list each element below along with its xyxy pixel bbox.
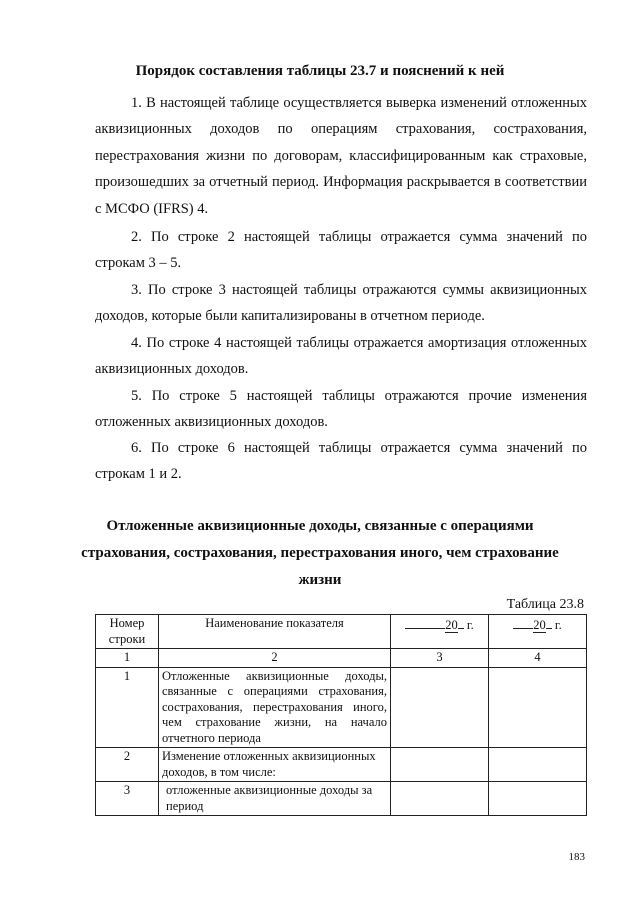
- header-period-1-suffix: г.: [466, 618, 474, 632]
- row-number: 2: [96, 748, 159, 782]
- column-number-1: 1: [96, 649, 159, 668]
- paragraph-3: 3. По строке 3 настоящей таблицы отражаются суммы аквизиционных доходов, которые были капитализированы в отчетном периоде.: [95, 282, 587, 325]
- section-title-line-2: страхования, сострахования, перестрахования иного, чем страхование: [81, 545, 559, 561]
- column-number-2: 2: [159, 649, 391, 668]
- header-row-number-line1: Номер: [109, 616, 145, 630]
- header-period-2: [489, 615, 587, 649]
- header-indicator-name: Наименование показателя: [159, 615, 391, 649]
- table-header-row: [96, 615, 587, 649]
- paragraph-4: 4. По строке 4 настоящей таблицы отражается амортизация отложенных аквизиционных доходов.: [95, 335, 587, 378]
- page-heading: Порядок составления таблицы 23.7 и пояснений к ней: [135, 63, 505, 79]
- table-numbering-row: [96, 649, 587, 668]
- paragraph-6: 6. По строке 6 настоящей таблицы отражается сумма значений по строкам 1 и 2.: [95, 440, 587, 483]
- row-value-period-1: [391, 667, 489, 748]
- section-title-line-3: жизни: [298, 572, 342, 588]
- header-period-1: [391, 615, 489, 649]
- page-number: 183: [568, 851, 585, 863]
- row-value-period-2: [489, 782, 587, 816]
- paragraph-1: 1. В настоящей таблице осуществляется выверка изменений отложенных аквизиционных доходов по операциям страхования, сострахования, перестрахования жизни по договорам, классифицированным как страховые, произошедших за отчетный период. Информация раскрывается в соответствии с МСФО (IFRS) 4.: [95, 95, 587, 217]
- paragraph-5: 5. По строке 5 настоящей таблицы отражаются прочие изменения отложенных аквизиционных доходов.: [95, 388, 587, 431]
- header-period-2-suffix: г.: [554, 618, 562, 632]
- table-row: [96, 748, 587, 782]
- table-row: [96, 782, 587, 816]
- row-indicator-name: Отложенные аквизиционные доходы, связанные с операциями страхования, сострахования, перестрахования иного, чем страхование жизни, на начало отчетного периода: [159, 667, 391, 748]
- header-period-2-year: 20: [533, 618, 546, 632]
- paragraph-2: 2. По строке 2 настоящей таблицы отражается сумма значений по строкам 3 – 5.: [95, 229, 587, 272]
- section-title-line-1: Отложенные аквизиционные доходы, связанные с операциями: [106, 518, 534, 534]
- table-row: [96, 667, 587, 748]
- row-indicator-name: отложенные аквизиционные доходы за период: [159, 782, 391, 816]
- row-indicator-name: Изменение отложенных аквизиционных доходов, в том числе:: [159, 748, 391, 782]
- row-value-period-1: [391, 782, 489, 816]
- row-value-period-2: [489, 748, 587, 782]
- header-row-number-line2: строки: [108, 631, 146, 646]
- row-number: 1: [96, 667, 159, 748]
- header-period-1-year: 20: [445, 618, 458, 632]
- column-number-3: 3: [391, 649, 489, 668]
- row-value-period-2: [489, 667, 587, 748]
- column-number-4: 4: [489, 649, 587, 668]
- data-table: [95, 614, 587, 816]
- header-row-number: [96, 615, 159, 649]
- row-value-period-1: [391, 748, 489, 782]
- row-number: 3: [96, 782, 159, 816]
- table-label: Таблица 23.8: [506, 597, 584, 612]
